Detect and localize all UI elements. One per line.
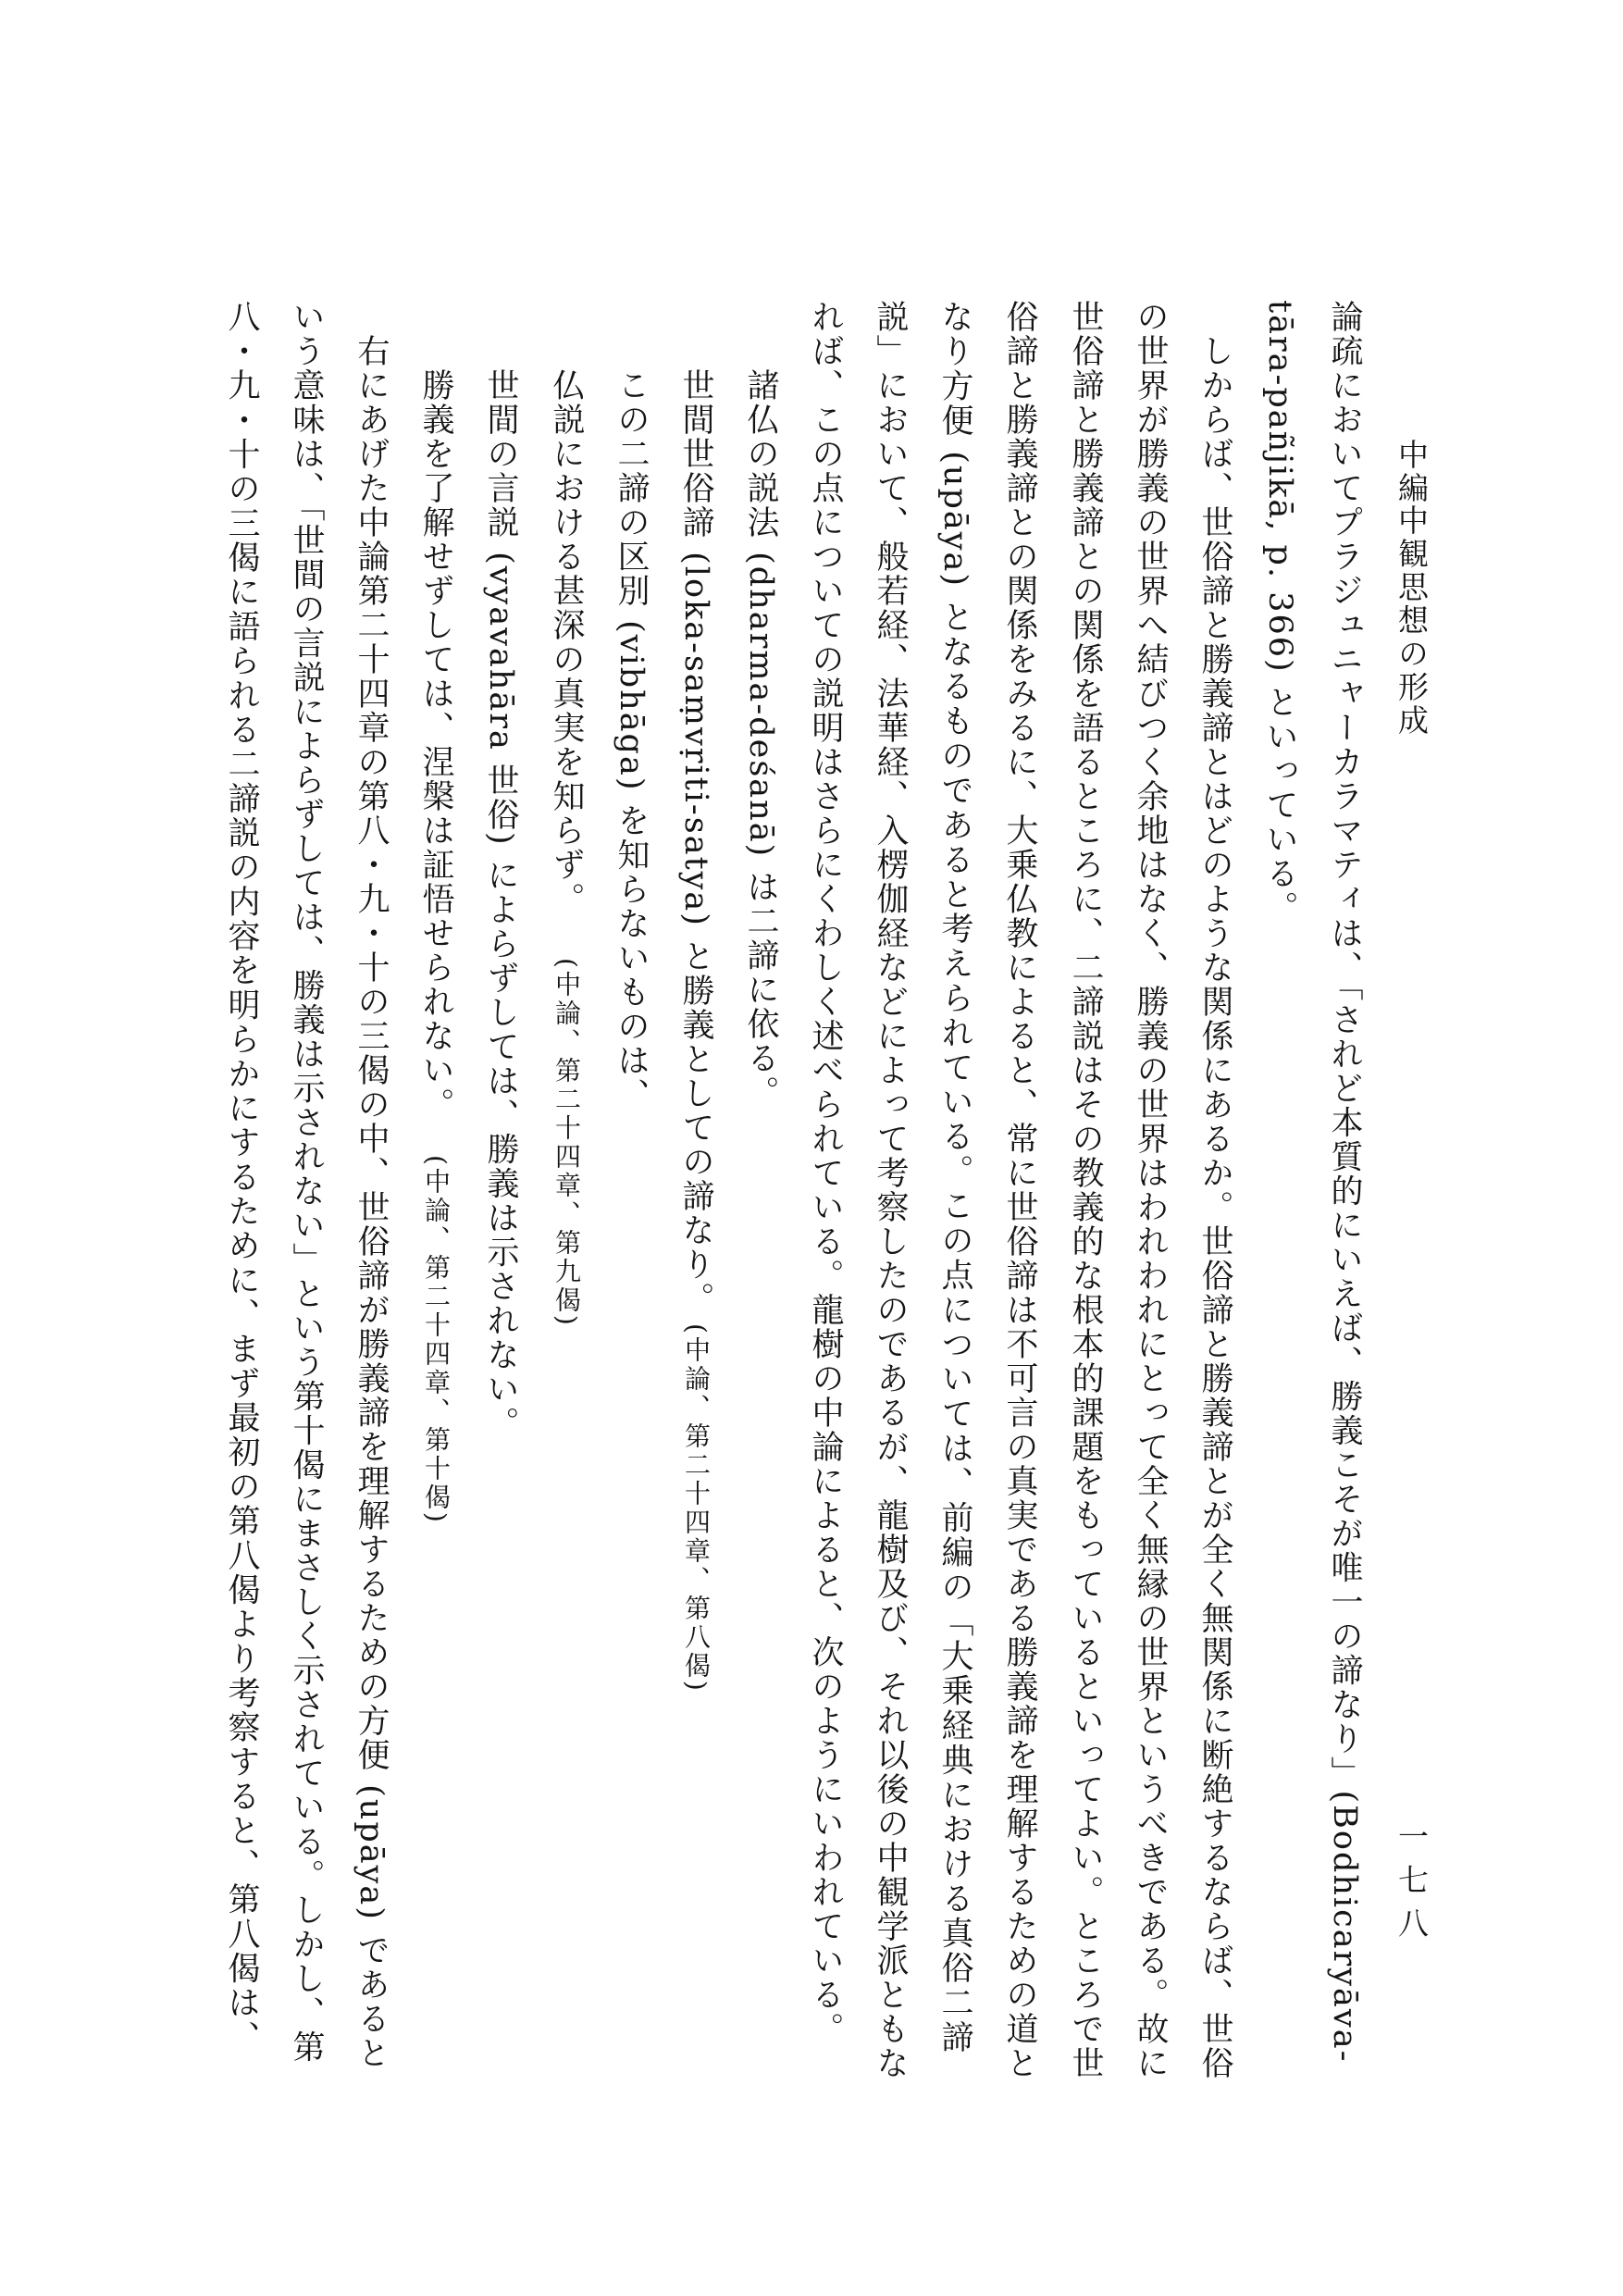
body-line-8: 説」において、般若経、法華経、入楞伽経などによって考察したのであるが、龍樹及び、それ以後の中観学派ともな — [872, 300, 909, 2080]
body-line-2: tāra-pañjikā, p. 366) といっている。 — [1261, 300, 1298, 925]
body-line-1: 論疏においてプラジュニャーカラマティは、「されど本質的にいえば、勝義こそが唯一の諦なり」(Bodhicaryāva- — [1326, 300, 1363, 2064]
body-line-7: なり方便 (upāya) となるものであると考えられている。この点については、前編の「大乗経典における真俗二諦 — [936, 300, 973, 2054]
verse-line-4: 仏説における甚深の真実を知らず。 — [548, 368, 585, 916]
body-line-16: 右にあげた中論第二十四章の第八・九・十の三偈の中、世俗諦が勝義諦を理解するための方便 (upāya) であると — [353, 334, 390, 2071]
body-line-6: 俗諦と勝義諦との関係をみるに、大乗仏教によると、常に世俗諦は不可言の真実である勝義諦を理解するための道と — [1001, 300, 1038, 2080]
page-number: 一七八 — [1394, 1820, 1430, 1951]
body-line-4: の世界が勝義の世界へ結びつく余地はなく、勝義の世界はわれわれにとって全く無縁の世界というべきである。故に — [1132, 300, 1169, 2080]
citation-verse-8: (中論、第二十四章、第八偈) — [681, 1323, 712, 1694]
body-line-17: いう意味は、「世間の言説によらずしては、勝義は示されない」という第十偈にまさしく示されている。しかし、第 — [288, 300, 325, 2065]
body-line-9: れば、この点についての説明はさらにくわしく述べられている。龍樹の中論によると、次のようにいわれている。 — [807, 300, 844, 2046]
body-line-5: 世俗諦と勝義諦との関係を語るところに、二諦説はその教義的な根本的課題をもっているといってよい。ところで世 — [1067, 300, 1104, 2080]
verse-line-1: 諸仏の説法 (dharma-deśanā) は二諦に依る。 — [742, 368, 779, 1111]
verse-line-6: 勝義を了解せずしては、涅槃は証悟せられない。 — [417, 368, 454, 1122]
verse-line-2: 世間世俗諦 (loka-saṃvṛiti-satya) と勝義としての諦なり。 — [677, 368, 714, 1317]
running-header-chapter: 中観思想の形成 — [1394, 504, 1430, 738]
running-header-part: 中編 — [1394, 439, 1430, 505]
body-line-3: しからば、世俗諦と勝義諦とはどのような関係にあるか。世俗諦と勝義諦とが全く無関係に断絶するならば、世俗 — [1196, 334, 1233, 2080]
body-line-18: 八・九・十の三偈に語られる二諦説の内容を明らかにするために、まず最初の第八偈より考察すると、第八偈は、 — [223, 300, 260, 2055]
verse-line-5: 世間の言説 (vyavahāra 世俗) によらずしては、勝義は示されない。 — [482, 368, 519, 1441]
verse-line-3: この二諦の区別 (vibhāga) を知らないものは、 — [613, 368, 650, 1112]
citation-verse-10: (中論、第二十四章、第十偈) — [421, 1155, 452, 1525]
citation-verse-9: (中論、第二十四章、第九偈) — [551, 958, 582, 1328]
